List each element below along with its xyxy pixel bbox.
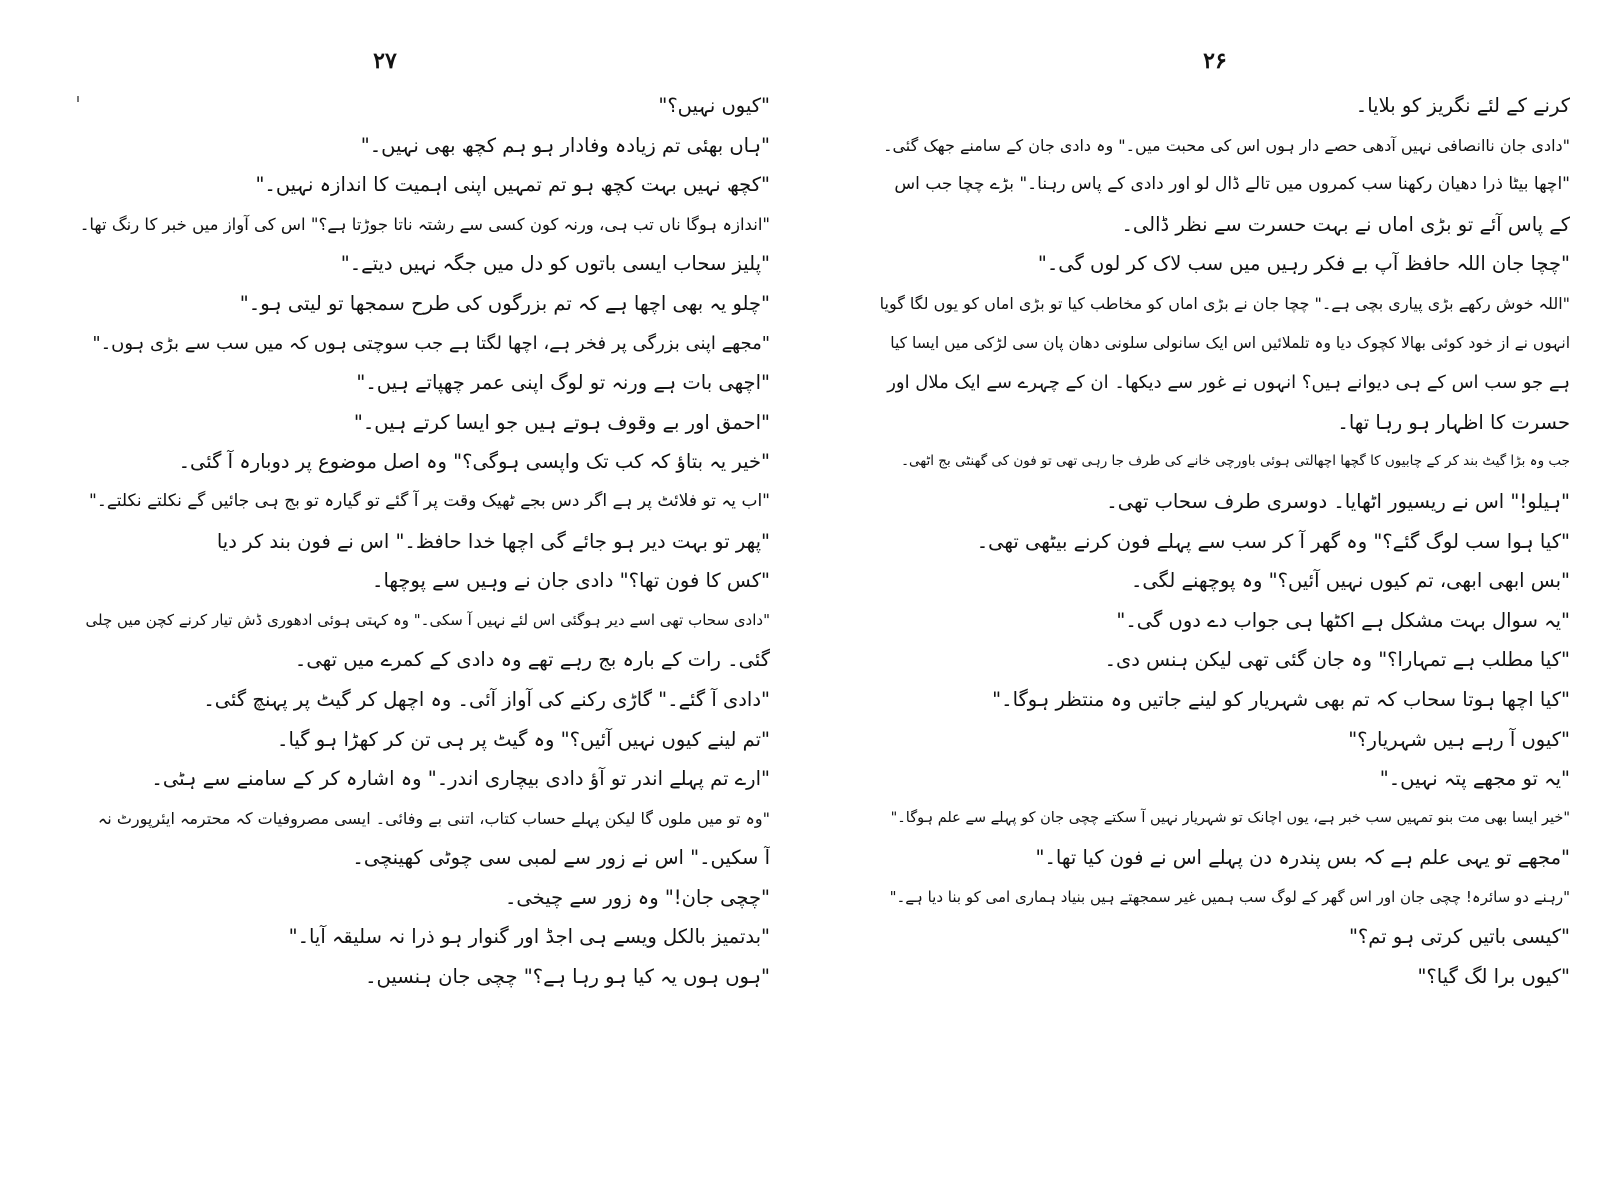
text-line: "وہ تو میں ملوں گا لیکن پہلے حساب کتاب، اتنی بے وفائی۔ ایسی مصروفیات کہ محترمہ ایئرپورٹ نہ <box>97 808 770 828</box>
text-line: گئی۔ رات کے بارہ بج رہے تھے وہ دادی کے کمرے میں تھی۔ <box>294 648 770 672</box>
text-line: "چلو یہ بھی اچھا ہے کہ تم بزرگوں کی طرح سمجھا تو لیتی ہو۔" <box>239 291 770 315</box>
text-line: "یہ تو مجھے پتہ نہیں۔" <box>1379 767 1570 791</box>
text-line: "اب یہ تو فلائٹ پر ہے اگر دس بجے ٹھیک وقت پر آ گئے تو گیارہ تو بج ہی جائیں گے نکلتے نکلتے۔" <box>89 490 770 511</box>
text-line: کرنے کے لئے نگریز کو بلایا۔ <box>1355 94 1570 117</box>
text-line: "ہاں بھئی تم زیادہ وفادار ہو ہم کچھ بھی نہیں۔" <box>360 133 770 157</box>
text-line: حسرت کا اظہار ہو رہا تھا۔ <box>1337 410 1570 434</box>
text-line: "ہیلو!" اس نے ریسیور اٹھایا۔ دوسری طرف سحاب تھی۔ <box>1106 489 1570 513</box>
text-line: "کیا مطلب ہے تمہارا؟" وہ جان گئی تھی لیکن ہنس دی۔ <box>1104 648 1570 672</box>
text-line: انہوں نے از خود کوئی بھالا کچوک دیا وہ تلملائیں اس ایک سانولی سلونی دھان پان سی لڑکی میں ایسا کیا <box>890 333 1570 352</box>
text-line: "کس کا فون تھا؟" دادی جان نے وہیں سے پوچھا۔ <box>372 569 770 593</box>
text-line: "اللہ خوش رکھے بڑی پیاری بچی ہے۔" چچا جان نے بڑی اماں کو مخاطب کیا تو بڑی اماں کو یوں لگا گویا <box>880 293 1570 313</box>
text-line: کے پاس آئے تو بڑی اماں نے بہت حسرت سے نظر ڈالی۔ <box>1121 212 1570 236</box>
text-line: "کچھ نہیں بہت کچھ ہو تم تمہیں اپنی اہمیت کا اندازہ نہیں۔" <box>255 173 770 197</box>
text-line: "اچھا بیٹا ذرا دھیان رکھنا سب کمروں میں تالے ڈال لو اور دادی کے پاس رہنا۔" بڑے چچا جب اس <box>894 174 1570 195</box>
text-line: "چچا جان اللہ حافظ آپ بے فکر رہیں میں سب لاک کر لوں گی۔" <box>1037 252 1570 276</box>
text-line: "احمق اور بے وقوف ہوتے ہیں جو ایسا کرتے ہیں۔" <box>353 410 770 434</box>
text-line: "پلیز سحاب ایسی باتوں کو دل میں جگہ نہیں دیتے۔" <box>340 252 770 276</box>
text-line: آ سکیں۔" اس نے زور سے لمبی سی چوٹی کھینچی۔ <box>352 846 770 870</box>
text-line: "کیوں نہیں؟" <box>658 94 770 117</box>
left-page <box>80 0 770 1198</box>
text-line: "ارے تم پہلے اندر تو آؤ دادی بیچاری اندر۔" وہ اشارہ کر کے سامنے سے ہٹی۔ <box>151 767 770 791</box>
text-line: "مجھے تو یہی علم ہے کہ بس پندرہ دن پہلے اس نے فون کیا تھا۔" <box>1035 846 1570 870</box>
text-line: جب وہ بڑا گیٹ بند کر کے چابیوں کا گچھا اچھالتی ہوئی باورچی خانے کی طرف جا رہی تھی تو فون کی گھنٹی بج اٹھی۔ <box>901 453 1570 470</box>
text-line: "دادی سحاب تھی اسے دیر ہوگئی اس لئے نہیں آ سکی۔" وہ کہتی ہوئی ادھوری ڈش تیار کرنے کچن میں چلی <box>85 610 770 629</box>
text-line: "کیا اچھا ہوتا سحاب کہ تم بھی شہریار کو لینے جاتیں وہ منتظر ہوگا۔" <box>992 687 1570 711</box>
page-number: ۲۷ <box>373 48 397 74</box>
text-line: ہے جو سب اس کے ہی دیوانے ہیں؟ انہوں نے غور سے دیکھا۔ ان کے چہرے سے ایک ملال اور <box>887 372 1570 394</box>
text-line: "خیر ایسا بھی مت بنو تمہیں سب خبر ہے، یوں اچانک تو شہریار نہیں آ سکتے چچی جان کو پہلے سے علم ہوگا۔" <box>890 809 1570 826</box>
page-text <box>880 86 1570 997</box>
text-line: "ہوں ہوں یہ کیا ہو رہا ہے؟" چچی جان ہنسیں۔ <box>365 965 770 989</box>
text-line: "چچی جان!" وہ زور سے چیخی۔ <box>504 885 770 909</box>
text-line: "اچھی بات ہے ورنہ تو لوگ اپنی عمر چھپاتے ہیں۔" <box>356 371 770 395</box>
text-line: "کیوں برا لگ گیا؟" <box>1417 965 1570 989</box>
text-line: "تم لینے کیوں نہیں آئیں؟" وہ گیٹ پر ہی تن کر کھڑا ہو گیا۔ <box>277 727 770 751</box>
text-line: "رہنے دو سائرہ! چچی جان اور اس گھر کے لوگ سب ہمیں غیر سمجھتے ہیں بنیاد ہماری امی کو بنا دیا ہے۔" <box>889 887 1570 906</box>
text-line: "پھر تو بہت دیر ہو جائے گی اچھا خدا حافظ۔" اس نے فون بند کر دیا <box>216 529 770 553</box>
text-line: "کیا ہوا سب لوگ گئے؟" وہ گھر آ کر سب سے پہلے فون کرنے بیٹھی تھی۔ <box>976 529 1570 553</box>
text-line: "خیر یہ بتاؤ کہ کب تک واپسی ہوگی؟" وہ اصل موضوع پر دوبارہ آ گئی۔ <box>178 450 770 474</box>
text-line: "بدتمیز بالکل ویسے ہی اجڈ اور گنوار ہو ذرا نہ سلیقہ آیا۔" <box>288 925 770 949</box>
page-text <box>80 86 770 997</box>
right-page <box>880 0 1570 1198</box>
text-line: "مجھے اپنی بزرگی پر فخر ہے، اچھا لگتا ہے جب سوچتی ہوں کہ میں سب سے بڑی ہوں۔" <box>92 332 770 354</box>
text-line: "دادی جان ناانصافی نہیں آدھی حصے دار ہوں اس کی محبت میں۔" وہ دادی جان کے سامنے جھک گئی۔ <box>883 135 1570 155</box>
text-line: "دادی آ گئے۔" گاڑی رکنے کی آواز آئی۔ وہ اچھل کر گیٹ پر پہنچ گئی۔ <box>203 687 770 711</box>
text-line: "یہ سوال بہت مشکل ہے اکٹھا ہی جواب دے دوں گی۔" <box>1116 608 1570 632</box>
text-line: "بس ابھی ابھی، تم کیوں نہیں آئیں؟" وہ پوچھنے لگی۔ <box>1130 569 1570 593</box>
text-line: "اندازہ ہوگا ناں تب ہی، ورنہ کون کسی سے رشتہ ناتا جوڑتا ہے؟" اس کی آواز میں خبر کا رنگ تھا۔ <box>80 214 770 234</box>
scan-mark <box>77 96 79 102</box>
text-line: "کیوں آ رہے ہیں شہریار؟" <box>1348 727 1570 751</box>
page-number: ۲۶ <box>1203 48 1227 74</box>
text-line: "کیسی باتیں کرتی ہو تم؟" <box>1348 925 1570 949</box>
